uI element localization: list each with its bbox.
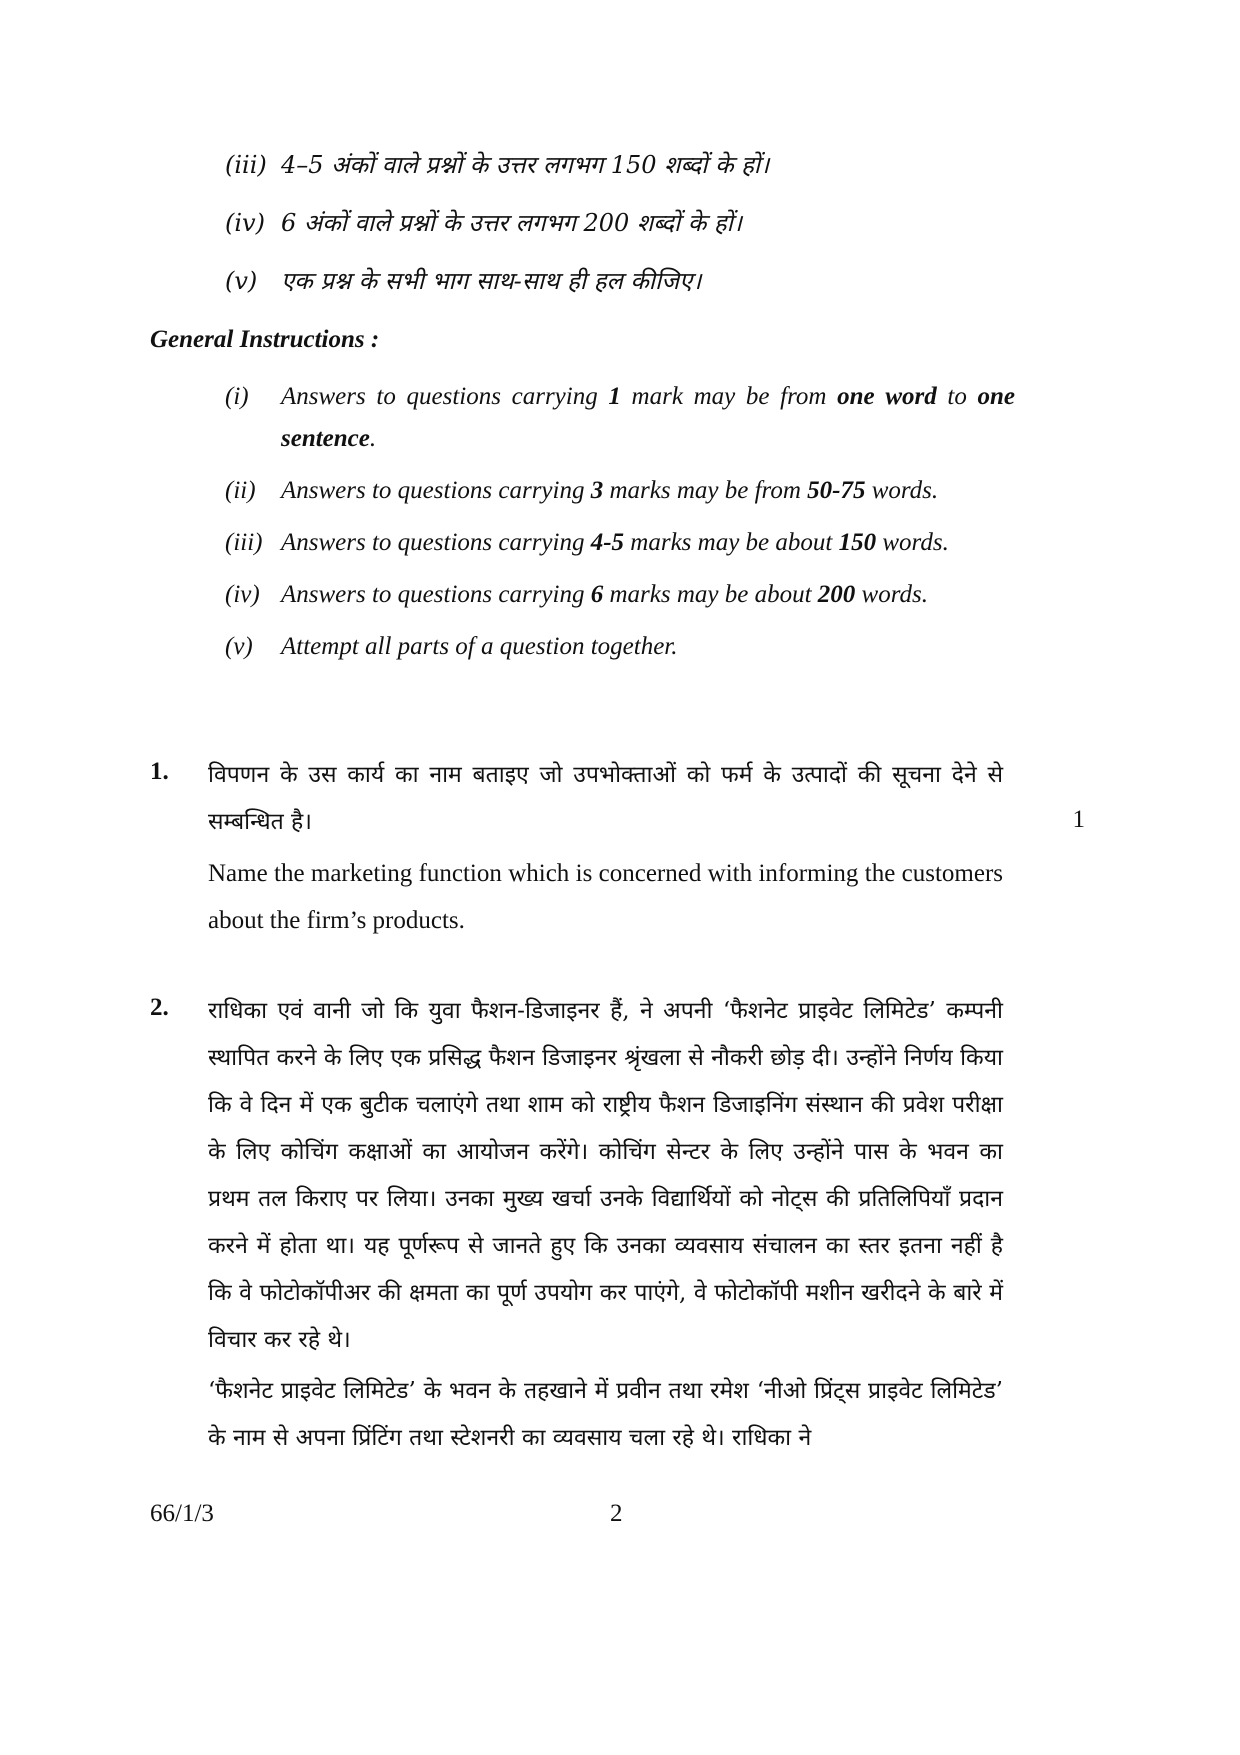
general-instruction-text xyxy=(281,376,1015,460)
instruction-text-segment: words. xyxy=(865,477,939,504)
general-instruction-item xyxy=(225,626,1015,668)
emphasis-text: 3 xyxy=(590,477,604,504)
page-number: 2 xyxy=(610,1500,623,1527)
instruction-text-segment: words. xyxy=(855,581,928,608)
paper-code: 66/1/3 xyxy=(150,1500,214,1527)
general-instruction-text xyxy=(281,522,1015,564)
instruction-text-segment: Attempt all parts of a question together. xyxy=(281,633,678,660)
question-body xyxy=(208,752,1003,944)
instruction-text-segment: Answers to questions carrying xyxy=(281,529,591,556)
question-1 xyxy=(150,752,1085,932)
general-instruction-item xyxy=(225,470,1015,512)
general-instruction-number: (ii) xyxy=(225,477,256,504)
hindi-instruction-number: (iv) xyxy=(225,209,265,237)
general-instruction-number: (i) xyxy=(225,383,249,410)
general-instruction-number: (iii) xyxy=(225,529,263,556)
general-instruction-item xyxy=(225,574,1015,616)
hindi-instructions-list xyxy=(225,148,1025,322)
emphasis-text: one sentence xyxy=(281,383,1016,452)
instruction-text-segment: Answers to questions carrying xyxy=(281,477,591,504)
instruction-text-segment: words. xyxy=(876,529,949,556)
instruction-text-segment: Answers to questions carrying xyxy=(281,581,591,608)
general-instruction-text xyxy=(281,470,1015,512)
general-instruction-number: (iv) xyxy=(225,581,260,608)
hindi-instruction-text: 6 अंकों वाले प्रश्नों के उत्तर लगभग 200 शब्दों के हों। xyxy=(281,209,742,237)
emphasis-text: 4-5 xyxy=(590,529,625,556)
emphasis-text: 50-75 xyxy=(807,477,866,504)
question-number: 2. xyxy=(150,994,169,1021)
emphasis-text: 200 xyxy=(817,581,856,608)
question-text-hindi-continued: ‘फैशनेट प्राइवेट लिमिटेड’ के भवन के तहखाने में प्रवीन तथा रमेश ‘नीओ प्रिंट्स प्राइवेट लिमिटेड’ के नाम से अपना प्रिंटिंग तथा स्टेशनरी का व्यवसाय चला रहे थे। राधिका ने xyxy=(208,1378,1003,1451)
instruction-text-segment: marks may be about xyxy=(624,529,839,556)
instruction-text-segment: Answers to questions carrying xyxy=(281,383,609,410)
emphasis-text: 150 xyxy=(838,529,877,556)
general-instruction-text xyxy=(281,574,1015,616)
hindi-instruction-number: (v) xyxy=(225,267,258,295)
question-text-hindi: विपणन के उस कार्य का नाम बताइए जो उपभोक्ताओं को फर्म के उत्पादों की सूचना देने से सम्बन्धित है। xyxy=(208,762,1003,835)
hindi-instruction-text: 4–5 अंकों वाले प्रश्नों के उत्तर लगभग 150 शब्दों के हों। xyxy=(281,151,770,179)
question-body xyxy=(208,988,1003,1462)
general-instruction-item xyxy=(225,376,1015,460)
emphasis-text: 1 xyxy=(608,383,621,410)
instruction-text-segment: to xyxy=(936,383,978,410)
emphasis-text: one word xyxy=(837,383,937,410)
hindi-instruction-item xyxy=(225,206,1025,264)
general-instruction-text xyxy=(281,626,1015,668)
question-2 xyxy=(150,988,1085,1468)
instruction-text-segment: marks may be from xyxy=(603,477,808,504)
question-marks: 1 xyxy=(1072,806,1085,833)
hindi-instruction-item xyxy=(225,148,1025,206)
hindi-instruction-number: (iii) xyxy=(225,151,267,179)
question-text-english: Name the marketing function which is concerned with informing the customers about the firm’s products. xyxy=(208,860,1003,934)
hindi-instruction-item xyxy=(225,264,1025,322)
question-number: 1. xyxy=(150,758,169,785)
instruction-text-segment: mark may be from xyxy=(620,383,838,410)
instruction-text-segment: marks may be about xyxy=(603,581,818,608)
general-instruction-number: (v) xyxy=(225,633,253,660)
instruction-text-segment: . xyxy=(369,425,377,452)
general-instruction-item xyxy=(225,522,1015,564)
emphasis-text: 6 xyxy=(590,581,604,608)
hindi-instruction-text: एक प्रश्न के सभी भाग साथ-साथ ही हल कीजिए। xyxy=(281,267,702,295)
general-instructions-list xyxy=(225,376,1015,678)
general-instructions-heading: General Instructions : xyxy=(150,326,380,353)
question-text-hindi: राधिका एवं वानी जो कि युवा फैशन-डिजाइनर हैं, ने अपनी ‘फैशनेट प्राइवेट लिमिटेड’ कम्पनी स्थापित करने के लिए एक प्रसिद्ध फैशन डिजाइनर श्रृंखला से नौकरी छोड़ दी। उन्होंने निर्णय किया कि वे दिन में एक बुटीक चलाएंगे तथा शाम को राष्ट्रीय फैशन डिजाइनिंग संस्थान की प्रवेश परीक्षा के लिए कोचिंग कक्षाओं का आयोजन करेंगे। कोचिंग सेन्टर के लिए उन्होंने पास के भवन का प्रथम तल किराए पर लिया। उनका मुख्य खर्चा उनके विद्यार्थियों को नोट्स की प्रतिलिपियाँ प्रदान करने में होता था। यह पूर्णरूप से जानते हुए कि उनका व्यवसाय संचालन का स्तर इतना नहीं है कि वे फोटोकॉपीअर की क्षमता का पूर्ण उपयोग कर पाएंगे, वे फोटोकॉपी मशीन खरीदने के बारे में विचार कर रहे थे। xyxy=(208,998,1003,1353)
